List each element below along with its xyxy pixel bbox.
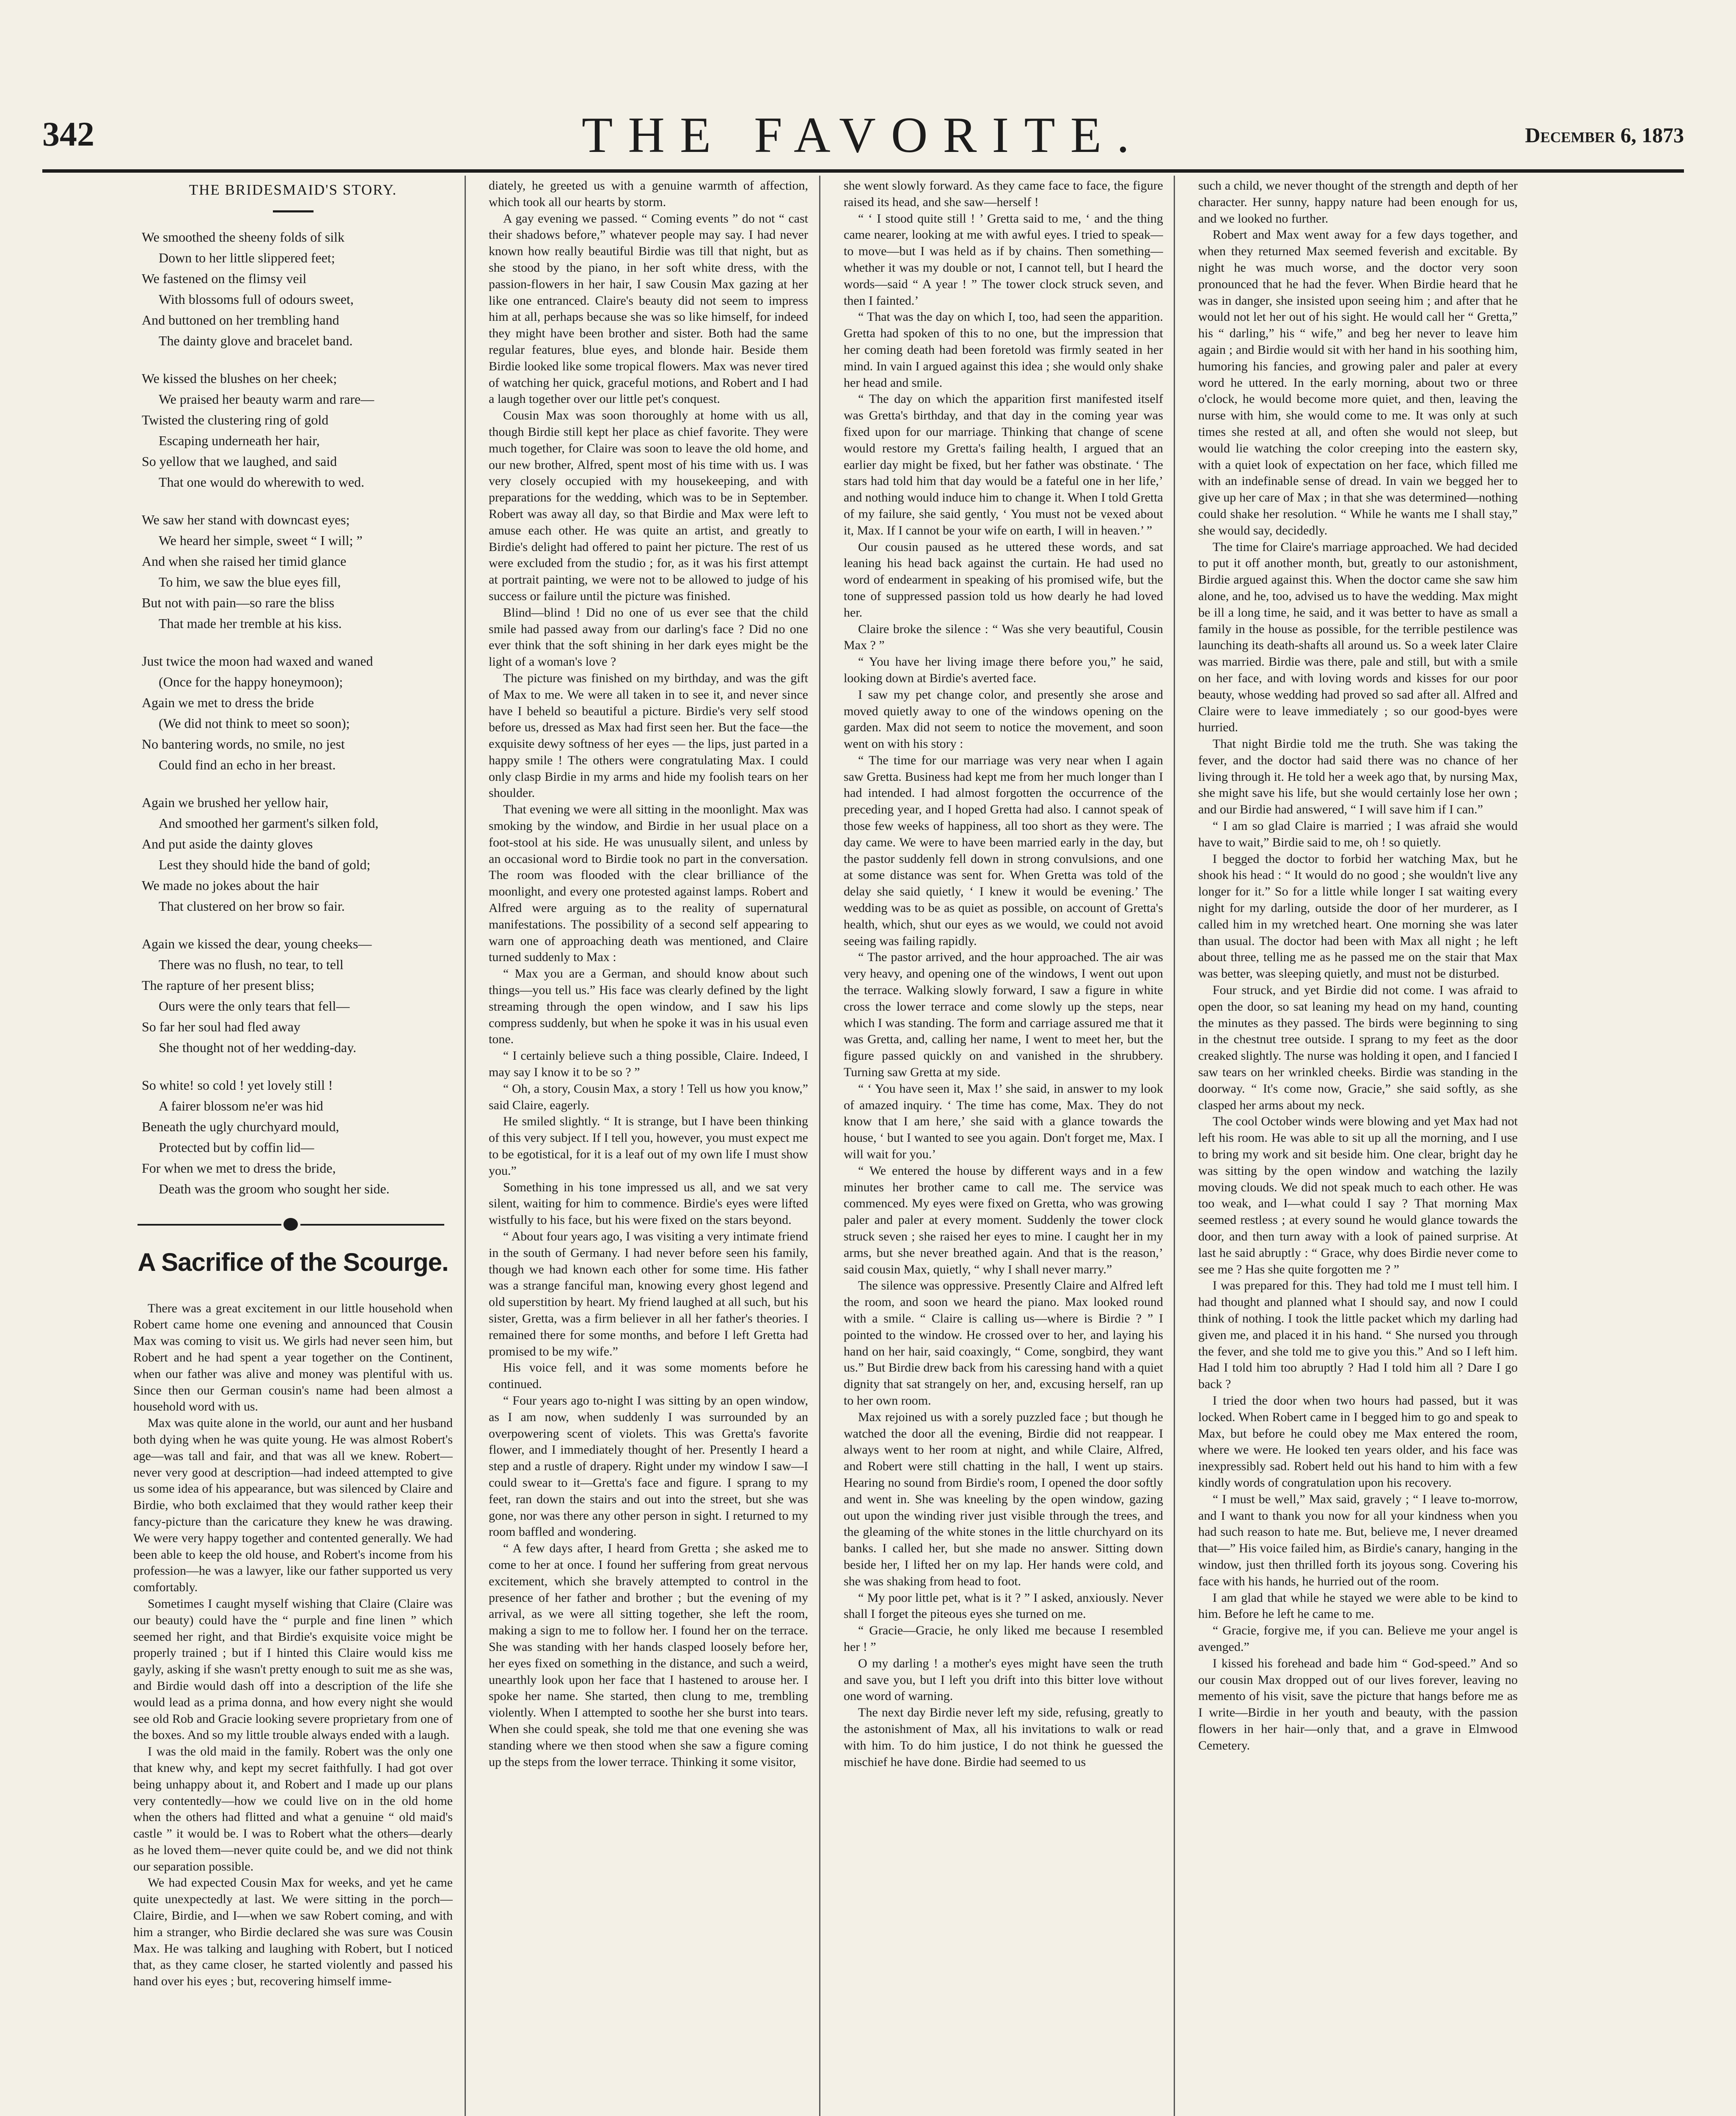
issue-date: December 6, 1873: [1525, 123, 1684, 147]
poem-line: There was no flush, no tear, to tell: [159, 956, 344, 972]
story-paragraph: Blind—blind ! Did no one of us ever see that the child smile had passed away from our darling's face ? Did no one ever think that the soft shining in her dark eyes might be the light of a woman's love ?: [489, 605, 808, 669]
story-paragraph: Max rejoined us with a sorely puzzled face ; but though he watched the door all the evening, Birdie did not reappear. I always went to her room at night, and while Claire, Alfred, and Robert were still chatting in the hall, I went up stairs. Hearing no sound from Birdie's room, I opened the door softly and went in. She was kneeling by the open window, gazing out upon the winding river just visible through the trees, and the gleaming of the white stones in the little churchyard on its banks. I called her, but she made no answer. Sitting down beside her, I lifted her on my lap. Her hands were cold, and she was shaking from head to foot.: [844, 1410, 1163, 1588]
column-4: [1198, 178, 1518, 2116]
story-paragraph: The time for Claire's marriage approached. We had decided to put it off another month, but, greatly to our astonishment, Birdie argued against this. When the doctor came she saw him alone, and he, too, advised us to have the wedding. Max might be ill a long time, he said, and it was better to have as small a family in the house as possible, for the terrible pestilence was launching its death-shafts all around us. So a week later Claire was married. Birdie was there, pale and still, but with a smile on her face, and with loving words and kisses for our poor beauty, whose wedding had proved so sad after all. Alfred and Claire were to leave immediately ; so our good-byes were hurried.: [1198, 540, 1518, 735]
title-rule: [273, 210, 314, 212]
poem-line: And buttoned on her trembling hand: [142, 312, 339, 328]
story-paragraph: “ Gracie—Gracie, he only liked me because I resembled her ! ”: [844, 1623, 1163, 1654]
story-paragraph: The silence was oppressive. Presently Claire and Alfred left the room, and soon we heard the piano. Max looked round with a smile. “ Claire is calling us—where is Birdie ? ” I pointed to the window. He crossed over to her, and laying his hand on her hair, said coaxingly, “ Come, songbird, they want us.” But Birdie drew back from his caressing hand with a quiet dignity that sat strangely on her, and, excusing herself, ran up to her own room.: [844, 1278, 1163, 1408]
story-paragraph: That evening we were all sitting in the moonlight. Max was smoking by the window, and Birdie in her usual place on a foot-stool at his side. He was unusually silent, and unless by an occasional word to Birdie took no part in the conversation. The room was flooded with the clear brilliance of the moonlight, and every one protested against lamps. Robert and Alfred were arguing as to the reality of supernatural manifestations. The possibility of a second self appearing to warn one of approaching death was mentioned, and Claire turned suddenly to Max :: [489, 802, 808, 964]
poem-line: Escaping underneath her hair,: [159, 433, 320, 448]
story-paragraph: “ ‘ I stood quite still ! ’ Gretta said to me, ‘ and the thing came nearer, looking at me with awful eyes. I tried to speak—to move—but I was held as if by chains. Then something—whether it was my double or not, I cannot tell, but I heard the words—said “ A year ! ” The tower clock struck seven, and then I fainted.’: [844, 211, 1163, 308]
poem-line: And when she raised her timid glance: [142, 553, 347, 569]
poem-line: That made her tremble at his kiss.: [159, 615, 342, 631]
story-paragraph: I was the old maid in the family. Robert was the only one that knew why, and kept my secret faithfully. I had got over being unhappy about it, and Robert and I made up our plans very contentedly—how we could live on in the old home when the others had flitted and what a genuine “ old maid's castle ” it would be. I was to Robert what the others—dearly as he loved them—never quite could be, and we did not think our separation possible.: [133, 1744, 453, 1874]
poem-line: Down to her little slippered feet;: [159, 250, 335, 265]
masthead: [42, 97, 1684, 165]
page-number: 342: [42, 115, 94, 153]
poem-line: And put aside the dainty gloves: [142, 836, 313, 851]
story-paragraph: “ I must be well,” Max said, gravely ; “ I leave to-morrow, and I want to thank you now for all your kindness when you had such reason to hate me. But, believe me, I never dreamed that—” His voice failed him, as Birdie's canary, hanging in the window, just then thrilled forth its joyous song. Covering his face with his hands, he hurried out of the room.: [1198, 1492, 1518, 1588]
story-paragraph: He smiled slightly. “ It is strange, but I have been thinking of this very subject. If I tell you, however, you must expect me to be egotistical, for it is a leaf out of my own life I must show you.”: [489, 1114, 808, 1178]
poem-stanza: [142, 934, 453, 1058]
story-paragraph: she went slowly forward. As they came face to face, the figure raised its head, and she saw—herself !: [844, 179, 1163, 209]
poem-line: She thought not of her wedding-day.: [159, 1039, 357, 1055]
column-3: [844, 178, 1163, 2116]
poem-line: Beneath the ugly churchyard mould,: [142, 1119, 339, 1134]
story-paragraph: “ Four years ago to-night I was sitting by an open window, as I am now, when suddenly I was surrounded by an overpowering scent of violets. This was Gretta's favorite flower, and I immediately thought of her. Presently I heard a step and a rustle of drapery. Right under my window I saw—I could swear to it—Gretta's face and figure. I sprang to my feet, ran down the stairs and out into the street, but she was gone, nor was there any other person in sight. I returned to my room baffled and wondering.: [489, 1393, 808, 1539]
story-text-col2: [489, 178, 808, 1770]
poem-title: THE BRIDESMAID'S STORY.: [189, 182, 397, 198]
story-paragraph: The next day Birdie never left my side, refusing, greatly to the astonishment of Max, all his invitations to walk or read with him. To do him justice, I do not think he guessed the mischief he have done. Birdie had seemed to us: [844, 1705, 1163, 1769]
story-paragraph: such a child, we never thought of the strength and depth of her character. Her sunny, happy nature had been enough for us, and we looked no further.: [1198, 179, 1518, 226]
poem-line: A fairer blossom ne'er was hid: [159, 1098, 323, 1113]
story-paragraph: “ I certainly believe such a thing possible, Claire. Indeed, I may say I know it to be so ? ”: [489, 1049, 808, 1080]
story-paragraph: “ About four years ago, I was visiting a very intimate friend in the south of Germany. I had never before seen his family, though we had known each other for some time. His father was a strange fanciful man, knowing every ghost legend and old superstition by heart. My friend laughed at all such, but his sister, Gretta, was a firm believer in all her father's theories. I remained there for some months, and before I left Gretta had promised to be my wife.”: [489, 1229, 808, 1358]
column-divider: [465, 176, 466, 2116]
story-paragraph: “ ‘ You have seen it, Max !’ she said, in answer to my look of amazed inquiry. ‘ The time has come, Max. They do not know that I am here,’ she said with a glance towards the house, ‘ but I wanted to see you again. Don't forget me, Max. I will wait for you.’: [844, 1081, 1163, 1162]
poem-line: For when we met to dress the bride,: [142, 1160, 336, 1176]
story-paragraph: Our cousin paused as he uttered these words, and sat leaning his head back against the curtain. He had used no word of endearment in speaking of his promised wife, but the tone of suppressed passion told us how dearly he had loved her.: [844, 540, 1163, 620]
column-2: [489, 178, 808, 2116]
story-paragraph: A gay evening we passed. “ Coming events ” do not “ cast their shadows before,” whatever people may say. I had never known how really beautiful Birdie was till that night, but as she stood by the piano, in her soft white dress, with the passion-flowers in her hair, I saw Cousin Max gazing at her like one entranced. Claire's beauty did not seem to impress him at all, perhaps because she was so like himself, for indeed they might have been brother and sister. Both had the same regular features, blue eyes, and blonde hair. Beside them Birdie looked like some tropical flowers. Max was never tired of watching her quick, graceful motions, and Robert and I had a laugh together over our little pet's conquest.: [489, 211, 808, 406]
story-paragraph: I kissed his forehead and bade him “ God-speed.” And so our cousin Max dropped out of our lives forever, leaving no memento of his visit, save the picture that hangs before me as I write—Birdie in her youth and beauty, with the passion flowers in her hair—only that, and a grave in Elmwood Cemetery.: [1198, 1656, 1518, 1752]
poem-line: Twisted the clustering ring of gold: [142, 412, 329, 427]
story-paragraph: diately, he greeted us with a genuine warmth of affection, which took all our hearts by storm.: [489, 179, 808, 209]
story-paragraph: Sometimes I caught myself wishing that Claire (Claire was our beauty) could have the “ purple and fine linen ” which seemed her right, and that Birdie's exquisite voice might be properly trained ; but if I hinted this Claire would kiss me gayly, asking if she wasn't pretty enough to suit me as she was, and Birdie would dash off into a description of the life she would lead as a prima donna, and how every night she would see old Rob and Gracie looking severe proprietary from one of the boxes. And so my little trouble always ended with a laugh.: [133, 1596, 453, 1742]
story-paragraph: “ The time for our marriage was very near when I again saw Gretta. Business had kept me from her much longer than I had intended. I had almost forgotten the occurrence of the preceding year, and I hoped Gretta had also. I cannot speak of those few weeks of happiness, all too short as they were. The day came. We were to have been married early in the day, but the pastor suddenly fell down in strong convulsions, and one at some distance was sent for. When Gretta was told of the delay she said quietly, ‘ I knew it would be evening.’ The wedding was to be as quiet as possible, on account of Gretta's health, which, shut our eyes as we would, we could not avoid seeing was failing rapidly.: [844, 753, 1163, 948]
column-divider: [819, 176, 820, 2116]
poem-line: Protected but by coffin lid—: [159, 1139, 314, 1155]
column-divider: [1174, 176, 1175, 2116]
poem-line: We made no jokes about the hair: [142, 877, 319, 893]
story-paragraph: There was a great excitement in our little household when Robert came home one evening and announced that Cousin Max was coming to visit us. We girls had never seen him, but Robert and he had spent a year together on the Continent, when our father was alive and money was plentiful with us. Since then our German cousin's name had been almost a household word with us.: [133, 1301, 453, 1414]
story-paragraph: Max was quite alone in the world, our aunt and her husband both dying when he was quite young. He was almost Robert's age—was tall and fair, and that was all we knew. Robert—never very good at description—had indeed attempted to give us some idea of his appearance, but was silenced by Claire and Birdie, who both exclaimed that they would rather keep their fancy-picture than the caricature they knew he was drawing. We were very happy together and contented generally. We had been able to keep the old house, and Robert's income from his profession—he was a lawyer, like our father supported us very comfortably.: [133, 1416, 453, 1595]
story-paragraph: “ A few days after, I heard from Gretta ; she asked me to come to her at once. I found her suffering from great nervous excitement, which she bravely attempted to control in the presence of her father and brother ; but the evening of my arrival, as we were all sitting together, she left the room, making a sign to me to follow her. I found her on the terrace. She was standing with her hands clasped loosely before her, her eyes fixed on something in the distance, and such a weird, unearthly look upon her face that I hastened to arouse her. I spoke her name. She started, then clung to me, trembling violently. When I attempted to soothe her she burst into tears. When she could speak, she told me that one evening she was standing where we then stood when she saw a figure coming up the steps from the lower terrace. Thinking it some visitor,: [489, 1541, 808, 1769]
poem-line: But not with pain—so rare the bliss: [142, 595, 335, 610]
poem-stanza: [142, 510, 453, 634]
poem-line: Could find an echo in her breast.: [159, 757, 336, 772]
poem-line: (Once for the happy honeymoon);: [159, 674, 343, 689]
story-paragraph: “ Max you are a German, and should know about such things—you tell us.” His face was clearly defined by the light streaming through the open window, and I saw his lips compress suddenly, but when he spoke it was in his usual even tone.: [489, 967, 808, 1047]
poem-line: We smoothed the sheeny folds of silk: [142, 229, 345, 245]
story-paragraph: Cousin Max was soon thoroughly at home with us all, though Birdie still kept her place as chief favorite. They were much together, for Claire was soon to leave the old home, and our new brother, Alfred, spent most of his time with us. I was very closely occupied with my housekeeping, and with preparations for the wedding, which was to be in September. Robert was away all day, so that Birdie and Max were left to amuse each other. He was quite an artist, and greatly to Birdie's delight had offered to paint her picture. The rest of us were excluded from the studio ; for, as it was his first attempt at portrait painting, we were not to be allowed to judge of his success or failure until the picture was finished.: [489, 408, 808, 603]
story-paragraph: His voice fell, and it was some moments before he continued.: [489, 1361, 808, 1391]
poem-line: (We did not think to meet so soon);: [159, 715, 350, 731]
story-paragraph: I tried the door when two hours had passed, but it was locked. When Robert came in I begged him to go and speak to Max, but before he could obey me Max entered the room, where we were. He looked ten years older, and his face was inexpressibly sad. Robert held out his hand to him with a few kindly words of congratulation upon his recovery.: [1198, 1393, 1518, 1490]
poem-line: And smoothed her garment's silken fold,: [159, 815, 379, 831]
poem-line: Just twice the moon had waxed and waned: [142, 653, 373, 669]
story-paragraph: Robert and Max went away for a few days together, and when they returned Max seemed feverish and excitable. By night he was much worse, and the doctor very soon pronounced that he had the fever. When Birdie heard that he was in danger, she insisted upon seeing him ; and after that he would not let her out of his sight. He would call her “ Gretta,” his “ darling,” his “ wife,” and beg her never to leave him again ; and Birdie would sit with her hand in his soothing him, humoring his fancies, and growing paler and paler at every word he uttered. In the early morning, about two or three o'clock, he would become more quiet, and then, leaving the nurse with him, she would come to me. It was only at such times she rested at all, and often she would not sleep, but would lie watching the color creeping into the eastern sky, with a quiet look of expectation on her face, which filled me with an indefinable sense of dread. In vain we begged her to give up her care of Max ; in that she was determined—nothing could shake her resolution. “ While he wants me I shall stay,” she would say, decidedly.: [1198, 228, 1518, 537]
poem-line: The dainty glove and bracelet band.: [159, 333, 353, 348]
poem-body: [133, 227, 453, 1199]
poem-line: With blossoms full of odours sweet,: [159, 291, 354, 307]
story-paragraph: We had expected Cousin Max for weeks, and yet he came quite unexpectedly at last. We were sitting in the porch—Claire, Birdie, and I—when we saw Robert coming, and with him a stranger, who Birdie declared she was sure was Cousin Max. He was talking and laughing with Robert, but I noticed that, as they came closer, he started violently and passed his hand over his eyes ; but, recovering himself imme-: [133, 1876, 453, 1989]
poem-line: So yellow that we laughed, and said: [142, 453, 337, 469]
section-ornament: [133, 1216, 453, 1233]
poem-line: Again we brushed her yellow hair,: [142, 794, 329, 810]
poem-stanza: [142, 792, 453, 917]
newspaper-title: THE FAVORITE.: [581, 107, 1145, 163]
story-paragraph: “ Oh, a story, Cousin Max, a story ! Tell us how you know,” said Claire, eagerly.: [489, 1081, 808, 1112]
story-paragraph: “ Gracie, forgive me, if you can. Believe me your angel is avenged.”: [1198, 1623, 1518, 1654]
story-text-col3: [844, 178, 1163, 1770]
poem-line: We fastened on the flimsy veil: [142, 270, 307, 286]
poem-line: So far her soul had fled away: [142, 1019, 300, 1034]
story-paragraph: I was prepared for this. They had told me I must tell him. I had thought and planned what I should say, and now I could think of nothing. I took the little packet which my darling had given me, and placed it in his hand. “ She nursed you through the fever, and she told me to give you this.” And so I left him. Had I told him too abruptly ? Had I told him all ? Dare I go back ?: [1198, 1278, 1518, 1391]
poem-line: We praised her beauty warm and rare—: [159, 391, 374, 407]
story-paragraph: “ The day on which the apparition first manifested itself was Gretta's birthday, and that day in the coming year was fixed upon for our marriage. Thinking that change of scene would restore my Gretta's failing health, I argued that an earlier day might be fixed, but her father was obstinate. ‘ The stars had told him that day would be a fateful one in her life,’ and nothing would induce him to change it. When I told Gretta of my failure, she said gently, ‘ You must not be vexed about it, Max. If I cannot be your wife on earth, I will in heaven.’ ”: [844, 392, 1163, 537]
column-1: [133, 178, 453, 2116]
story-paragraph: The cool October winds were blowing and yet Max had not left his room. He was able to sit up all the morning, and I use to bring my work and sit beside him. One clear, bright day he was sitting by the open window and watching the lazily moving clouds. We did not speak much to each other. He was too weak, and I—what could I say ? That morning Max seemed restless ; at every sound he would glance towards the door, and then turn away with a look of pained surprise. At last he said abruptly : “ Grace, why does Birdie never come to see me ? Has she quite forgotten me ? ”: [1198, 1114, 1518, 1276]
story-paragraph: “ The pastor arrived, and the hour approached. The air was very heavy, and opening one of the windows, I went out upon the terrace. Walking slowly forward, I saw a figure in white cross the lower terrace and come slowly up the steps, near which I was standing. The form and carriage assured me that it was Gretta, and, calling her name, I went to meet her, but the figure passed quickly on and vanished in the shrubbery. Turning saw Gretta at my side.: [844, 950, 1163, 1080]
poem-line: So white! so cold ! yet lovely still !: [142, 1077, 333, 1093]
story-paragraph: Four struck, and yet Birdie did not come. I was afraid to open the door, so sat leaning my head on my hand, counting the minutes as they passed. The birds were beginning to sing in the chestnut tree outside. I sprang to my feet as the door creaked slightly. The nurse was holding it open, and I fancied I saw tears on her wrinkled cheeks. Birdie was standing in the doorway. “ It's come now, Gracie,” she said softly, as she clasped her arms about my neck.: [1198, 983, 1518, 1112]
poem-stanza: [142, 368, 453, 493]
poem-stanza: [142, 651, 453, 775]
story-paragraph: “ My poor little pet, what is it ? ” I asked, anxiously. Never shall I forget the piteous eyes she turned on me.: [844, 1590, 1163, 1621]
story-title: A Sacrifice of the Scourge.: [138, 1248, 448, 1276]
story-paragraph: “ You have her living image there before you,” he said, looking down at Birdie's averted face.: [844, 655, 1163, 685]
story-paragraph: I am glad that while he stayed we were able to be kind to him. Before he left he came to me.: [1198, 1590, 1518, 1621]
poem-line: Again we kissed the dear, young cheeks—: [142, 936, 372, 951]
poem-line: The rapture of her present bliss;: [142, 977, 314, 993]
story-paragraph: “ That was the day on which I, too, had seen the apparition. Gretta had spoken of this to no one, but the impression that her coming death had been foretold was firmly seated in her mind. In vain I argued against this idea ; she would only shake her head and smile.: [844, 310, 1163, 390]
poem-line: We kissed the blushes on her cheek;: [142, 370, 337, 386]
story-paragraph: Something in his tone impressed us all, and we sat very silent, waiting for him to commence. Birdie's eyes were lifted wistfully to his face, but his were fixed on the stars beyond.: [489, 1180, 808, 1227]
story-paragraph: O my darling ! a mother's eyes might have seen the truth and save you, but I left you drift into this bitter love without one word of warning.: [844, 1656, 1163, 1703]
story-paragraph: I begged the doctor to forbid her watching Max, but he shook his head : “ It would do no good ; she wouldn't live any longer for it.” So for a little while longer I sat waiting every night for my darling, outside the door of her murderer, as I called him in my wretched heart. One morning she was later than usual. The doctor had been with Max all night ; he left about three, telling me as he passed me on the stair that Max was better, was sleeping quietly, and must not be disturbed.: [1198, 851, 1518, 981]
story-paragraph: Claire broke the silence : “ Was she very beautiful, Cousin Max ? ”: [844, 622, 1163, 653]
poem-line: We saw her stand with downcast eyes;: [142, 512, 350, 527]
poem-line: Ours were the only tears that fell—: [159, 998, 350, 1014]
poem-stanza: [142, 227, 453, 351]
poem-line: Death was the groom who sought her side.: [159, 1181, 390, 1196]
poem-line: To him, we saw the blue eyes fill,: [159, 574, 341, 590]
story-paragraph: That night Birdie told me the truth. She was taking the fever, and the doctor had said there was no chance of her living through it. He told her a week ago that, by nursing Max, she might save his life, but she would certainly lose her own ; and our Birdie had answered, “ I will save him if I can.”: [1198, 737, 1518, 817]
story-paragraph: “ I am so glad Claire is married ; I was afraid she would have to wait,” Birdie said to me, oh ! so quietly.: [1198, 819, 1518, 849]
ornament-diamond-icon: [283, 1218, 298, 1231]
poem-line: Lest they should hide the band of gold;: [159, 857, 371, 872]
story-paragraph: The picture was finished on my birthday, and was the gift of Max to me. We were all taken in to see it, and never since have I beheld so beautiful a picture. Birdie's very self stood before us, dressed as Max had first seen her. But the face—the exquisite dewy softness of her eyes — the lips, just parted in a happy smile ! The others were congratulating Max. I could only clasp Birdie in my arms and hide my foolish tears on her shoulder.: [489, 671, 808, 800]
poem-line: Again we met to dress the bride: [142, 694, 314, 710]
story-paragraph: I saw my pet change color, and presently she arose and moved quietly away to one of the windows opening on the garden. Max did not seem to notice the movement, and soon went on with his story :: [844, 687, 1163, 751]
poem-line: That clustered on her brow so fair.: [159, 898, 345, 914]
story-text-col4: [1198, 178, 1518, 1754]
story-paragraph: “ We entered the house by different ways and in a few minutes her brother came to call me. The service was commenced. My eyes were fixed on Gretta, who was growing paler and paler at every moment. Suddenly the tower clock struck seven ; she raised her eyes to mine. I caught her in my arms, but she never breathed again. And that is the reason,’ said cousin Max, quietly, “ why I shall never marry.”: [844, 1163, 1163, 1276]
masthead-rule: [42, 169, 1684, 173]
story-text-col1: [133, 1300, 453, 1990]
poem-stanza: [142, 1075, 453, 1199]
poem-line: We heard her simple, sweet “ I will; ”: [159, 532, 363, 548]
poem-line: That one would do wherewith to wed.: [159, 474, 365, 490]
poem-line: No bantering words, no smile, no jest: [142, 736, 345, 752]
